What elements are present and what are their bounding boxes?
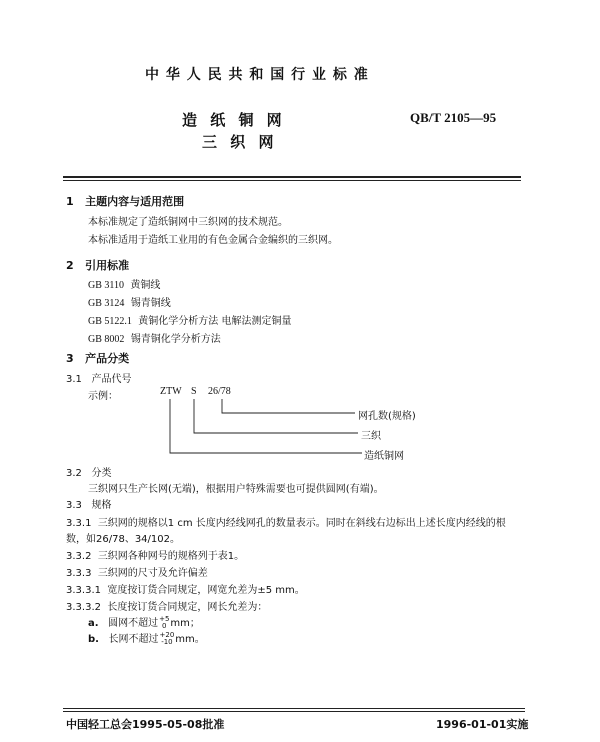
document-title: 造 纸 铜 网 xyxy=(182,111,286,129)
callout-line-type xyxy=(194,399,358,433)
clause-3-3-3 xyxy=(66,564,208,579)
item-label: b. xyxy=(88,634,99,645)
section-3-2-heading xyxy=(66,464,111,479)
clause-text: 长度按订货合同规定，网长允差为： xyxy=(107,602,268,613)
reference-code: GB 3110 xyxy=(88,280,125,291)
callout-line-product xyxy=(170,399,362,453)
section-number: 1 xyxy=(66,195,74,208)
section-1-paragraph-2: 本标准适用于造纸工业用的有色金属合金编织的三织网。 xyxy=(88,235,338,246)
section-title: 引用标准 xyxy=(85,259,130,272)
callout-type-label: 三织 xyxy=(361,431,381,442)
item-text: 长网不超过 xyxy=(108,634,159,645)
clause-3-3-2 xyxy=(66,547,244,562)
standard-code: QB/T 2105—95 xyxy=(410,110,497,125)
tolerance-item-a xyxy=(88,614,200,630)
lower-deviation: 0 xyxy=(162,622,167,630)
clause-3-3-3-1 xyxy=(66,581,305,596)
clause-3-3-1-continued: 数，如26/78、34/102。 xyxy=(66,534,180,545)
callout-product-label: 造纸铜网 xyxy=(364,451,404,462)
section-number: 2 xyxy=(66,259,74,272)
effective-date: 1996-01-01实施 xyxy=(436,718,529,731)
clause-number: 3.3.3 xyxy=(66,568,92,579)
footer-rule xyxy=(63,708,525,709)
issuing-body-title: 中 华 人 民 共 和 国 行 业 标 准 xyxy=(145,67,369,83)
section-number: 3.1 xyxy=(66,374,82,385)
reference-title: 黄铜线 xyxy=(130,280,161,291)
section-number: 3 xyxy=(66,352,74,365)
section-1-paragraph-1: 本标准规定了造纸铜网中三织网的技术规范。 xyxy=(88,217,288,228)
callout-line-spec xyxy=(222,399,355,413)
section-3-3-heading xyxy=(66,496,111,511)
clause-3-3-3-2 xyxy=(66,598,267,613)
document-subtitle: 三 织 网 xyxy=(202,133,278,151)
section-number: 3.2 xyxy=(66,468,82,479)
section-title: 主题内容与适用范围 xyxy=(85,195,185,208)
clause-text: 三织网的尺寸及允许偏差 xyxy=(97,568,208,579)
tolerance-item-b xyxy=(88,630,205,646)
clause-text: 宽度按订货合同规定，网宽允差为±5 mm。 xyxy=(107,585,305,596)
footer-rule-thin xyxy=(63,711,525,712)
reference-title: 锡青铜化学分析方法 xyxy=(130,334,221,345)
clause-text: 三织网的规格以1 cm 长度内经线网孔的数量表示。同时在斜线右边标出上述长度内经线的根 xyxy=(97,518,506,529)
item-text: 圆网不超过 xyxy=(108,618,159,629)
code-part-type: S xyxy=(191,386,197,397)
reference-code: GB 8002 xyxy=(88,334,125,345)
tolerance-fraction xyxy=(160,632,175,646)
clause-number: 3.3.2 xyxy=(66,551,92,562)
tolerance-fraction xyxy=(159,616,169,630)
clause-3-3-1 xyxy=(66,514,506,529)
lower-deviation: -10 xyxy=(161,638,173,646)
code-part-product: ZTW xyxy=(160,386,182,397)
callout-spec-label: 网孔数(规格) xyxy=(358,411,416,422)
section-title: 产品代号 xyxy=(91,374,132,385)
section-number: 3.3 xyxy=(66,500,82,511)
clause-number: 3.3.1 xyxy=(66,518,92,529)
section-title: 规格 xyxy=(91,500,112,511)
code-part-spec: 26/78 xyxy=(208,386,231,397)
upper-deviation: +5 xyxy=(159,615,170,623)
clause-number: 3.3.3.1 xyxy=(66,585,101,596)
section-title: 产品分类 xyxy=(85,352,130,365)
approval-date: 中国轻工总会1995-05-08批准 xyxy=(66,718,225,731)
reference-title: 锡青铜线 xyxy=(130,298,171,309)
clause-number: 3.3.3.2 xyxy=(66,602,101,613)
reference-code: GB 5122.1 xyxy=(88,316,132,327)
item-unit: mm。 xyxy=(175,634,205,645)
reference-code: GB 3124 xyxy=(88,298,125,309)
example-label: 示例： xyxy=(88,391,118,402)
reference-title: 黄铜化学分析方法 电解法测定铜量 xyxy=(138,316,292,327)
item-unit: mm； xyxy=(170,618,200,629)
section-title: 分类 xyxy=(91,468,112,479)
upper-deviation: +20 xyxy=(159,631,175,639)
item-label: a. xyxy=(88,618,99,629)
section-3-2-text: 三织网只生产长网(无端)，根据用户特殊需要也可提供圆网(有端)。 xyxy=(88,484,384,495)
clause-text: 三织网各种网号的规格列于表1。 xyxy=(97,551,245,562)
